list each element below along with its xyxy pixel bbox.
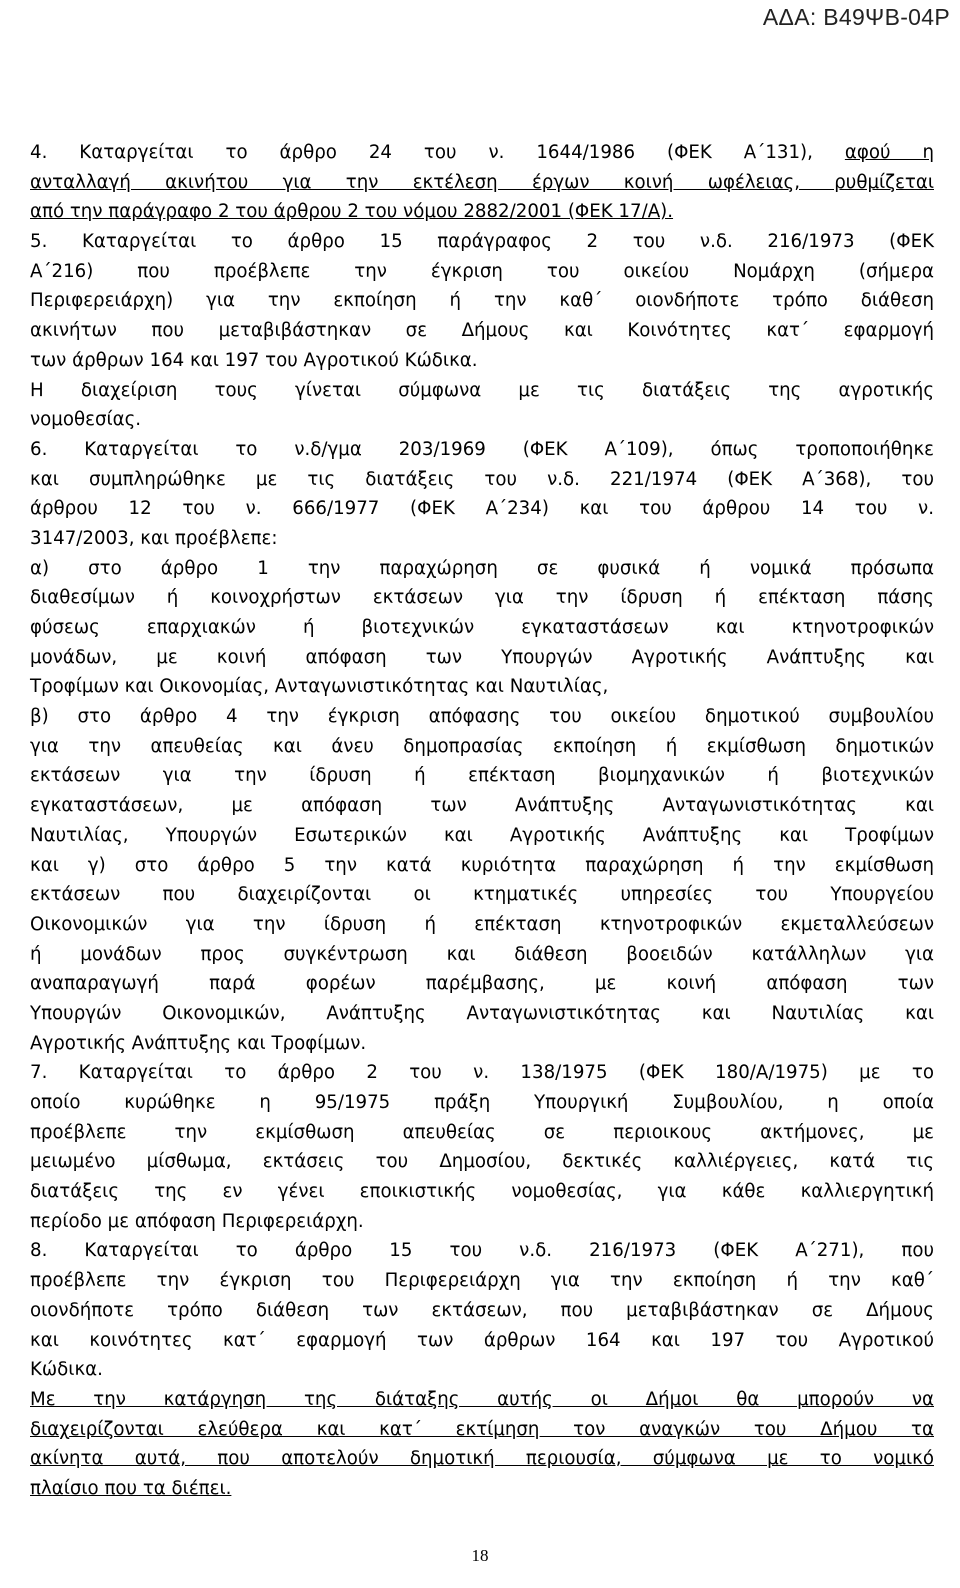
text-line xyxy=(30,1266,934,1296)
text-line xyxy=(30,494,934,524)
text-segment: προέβλεπε την έγκριση του Περιφερειάρχη για την εκποίηση ή την καθ΄ xyxy=(30,1270,934,1292)
text-line xyxy=(30,999,934,1029)
text-line xyxy=(30,376,934,406)
text-segment: Οικονομικών για την ίδρυση ή επέκταση κτηνοτροφικών εκμεταλλεύσεων xyxy=(30,913,934,935)
text-line xyxy=(30,821,934,851)
text-line xyxy=(30,1029,934,1059)
text-segment: νομοθεσίας. xyxy=(30,409,142,431)
text-line xyxy=(30,583,934,613)
text-segment: εγκαταστάσεων, με απόφαση των Ανάπτυξης Ανταγωνιστικότητας και xyxy=(30,795,934,817)
text-line xyxy=(30,732,934,762)
text-line xyxy=(30,435,934,465)
text-segment: Ναυτιλίας, Υπουργών Εσωτερικών και Αγροτικής Ανάπτυξης και Τροφίμων xyxy=(30,824,934,846)
text-segment: των άρθρων 164 και 197 του Αγροτικού Κώδικα. xyxy=(30,349,478,371)
text-segment: 4. Καταργείται το άρθρο 24 του ν. 1644/1986 (ΦΕΚ Α΄131), xyxy=(30,142,845,163)
text-segment: 7. Καταργείται το άρθρο 2 του ν. 138/1975 (ΦΕΚ 180/Α/1975) με το xyxy=(30,1062,934,1084)
text-segment: οποίο κυρώθηκε η 95/1975 πράξη Υπουργική Συμβουλίου, η οποία xyxy=(30,1092,934,1113)
text-line xyxy=(30,851,934,881)
text-line xyxy=(30,1326,934,1356)
text-segment: και συμπληρώθηκε με τις διατάξεις του ν.δ. 221/1974 (ΦΕΚ Α΄368), του xyxy=(30,468,934,490)
text-line xyxy=(30,1147,934,1177)
text-segment: για την απευθείας και άνευ δημοπρασίας εκποίηση ή εκμίσθωση δημοτικών xyxy=(30,735,934,757)
underlined-text-segment: ακίνητα αυτά, που αποτελούν δημοτική περιουσία, σύμφωνα με το νομικό xyxy=(30,1448,934,1470)
text-segment: άρθρου 12 του ν. 666/1977 (ΦΕΚ Α΄234) και του άρθρου 14 του ν. xyxy=(30,498,934,520)
text-segment: εκτάσεων για την ίδρυση ή επέκταση βιομηχανικών ή βιοτεχνικών xyxy=(30,765,934,787)
text-line xyxy=(30,761,934,791)
text-line xyxy=(30,1058,934,1088)
text-line xyxy=(30,168,934,198)
text-line xyxy=(30,702,934,732)
underlined-text-segment: ανταλλαγή ακινήτου για την εκτέλεση έργων κοινή ωφέλειας, ρυθμίζεται xyxy=(30,171,934,193)
text-line xyxy=(30,227,934,257)
text-line xyxy=(30,1355,934,1385)
text-line xyxy=(30,1474,934,1504)
underlined-text-segment: από την παράγραφο 2 του άρθρου 2 του νόμου 2882/2001 (ΦΕΚ 17/Α). xyxy=(30,201,674,223)
text-line xyxy=(30,465,934,495)
text-segment: οιονδήποτε τρόπο διάθεση των εκτάσεων, που μεταβιβάστηκαν σε Δήμους xyxy=(30,1299,934,1321)
text-segment: α) στο άρθρο 1 την παραχώρηση σε φυσικά ή νομικά πρόσωπα xyxy=(30,557,934,579)
page-number: 18 xyxy=(471,1546,489,1565)
text-segment: προέβλεπε την εκμίσθωση απευθείας σε περιοικους ακτήμονες, με xyxy=(30,1121,934,1143)
text-line xyxy=(30,672,934,702)
text-segment: 5. Καταργείται το άρθρο 15 παράγραφος 2 του ν.δ. 216/1973 (ΦΕΚ xyxy=(30,231,934,253)
text-segment: Η διαχείριση τους γίνεται σύμφωνα με τις διατάξεις της αγροτικής xyxy=(30,379,934,401)
text-segment: 3147/2003, και προέβλεπε: xyxy=(30,527,278,549)
text-segment: 6. Καταργείται το ν.δ/γμα 203/1969 (ΦΕΚ Α΄109), όπως τροποποιήθηκε xyxy=(30,438,934,460)
text-segment: διατάξεις της εν γένει εποικιστικής νομοθεσίας, για κάθε καλλιεργητική xyxy=(30,1181,934,1203)
text-line xyxy=(30,524,934,554)
text-segment: ή μονάδων προς συγκέντρωση και διάθεση βοοειδών κατάλληλων για xyxy=(30,943,934,965)
text-line xyxy=(30,1415,934,1445)
text-line xyxy=(30,405,934,435)
text-line xyxy=(30,316,934,346)
text-line xyxy=(30,940,934,970)
text-segment: εκτάσεων που διαχειρίζονται οι κτηματικές υπηρεσίες του Υπουργείου xyxy=(30,884,934,906)
text-line xyxy=(30,1207,934,1237)
text-segment: Κώδικα. xyxy=(30,1359,103,1381)
text-line xyxy=(30,1088,934,1118)
underlined-text-segment: Με την κατάργηση της διάταξης αυτής οι Δήμοι θα μπορούν να xyxy=(30,1388,934,1410)
text-segment: Υπουργών Οικονομικών, Ανάπτυξης Ανταγωνιστικότητας και Ναυτιλίας και xyxy=(30,1002,934,1024)
text-segment: φύσεως επαρχιακών ή βιοτεχνικών εγκαταστάσεων και κτηνοτροφικών xyxy=(30,617,934,638)
text-line xyxy=(30,643,934,673)
text-segment: Αγροτικής Ανάπτυξης και Τροφίμων. xyxy=(30,1032,367,1054)
text-segment: μειωμένο μίσθωμα, εκτάσεις του Δημοσίου, δεκτικές καλλιέργειες, κατά τις xyxy=(30,1151,934,1173)
text-segment: β) στο άρθρο 4 την έγκριση απόφασης του οικείου δημοτικού συμβουλίου xyxy=(30,706,934,728)
text-line xyxy=(30,880,934,910)
underlined-text-segment: διαχειρίζονται ελεύθερα και κατ΄ εκτίμηση τον αναγκών του Δήμου τα xyxy=(30,1418,934,1440)
text-segment: και κοινότητες κατ΄ εφαρμογή των άρθρων 164 και 197 του Αγροτικού xyxy=(30,1329,934,1351)
text-line xyxy=(30,554,934,584)
ada-code: ΑΔΑ: Β49ΨΒ-04Ρ xyxy=(762,4,950,30)
text-line xyxy=(30,1444,934,1474)
text-line xyxy=(30,1177,934,1207)
text-line xyxy=(30,286,934,316)
document-body xyxy=(30,138,934,1504)
text-line xyxy=(30,969,934,999)
text-line xyxy=(30,197,934,227)
text-line xyxy=(30,1118,934,1148)
text-line xyxy=(30,138,934,168)
text-line xyxy=(30,613,934,643)
text-line xyxy=(30,346,934,376)
text-segment: και γ) στο άρθρο 5 την κατά κυριότητα παραχώρηση ή την εκμίσθωση xyxy=(30,854,934,876)
text-segment: Τροφίμων και Οικονομίας, Ανταγωνιστικότητας και Ναυτιλίας, xyxy=(30,676,609,698)
text-segment: Α΄216) που προέβλεπε την έγκριση του οικείου Νομάρχη (σήμερα xyxy=(30,260,934,282)
underlined-text-segment: πλαίσιο που τα διέπει. xyxy=(30,1477,232,1499)
text-line xyxy=(30,1385,934,1415)
text-segment: 8. Καταργείται το άρθρο 15 του ν.δ. 216/1973 (ΦΕΚ Α΄271), που xyxy=(30,1240,934,1262)
text-segment: ακινήτων που μεταβιβάστηκαν σε Δήμους και Κοινότητες κατ΄ εφαρμογή xyxy=(30,320,934,342)
text-line xyxy=(30,1236,934,1266)
text-segment: αναπαραγωγή παρά φορέων παρέμβασης, με κοινή απόφαση των xyxy=(30,973,934,995)
text-segment: μονάδων, με κοινή απόφαση των Υπουργών Αγροτικής Ανάπτυξης και xyxy=(30,646,934,668)
text-segment: διαθεσίμων ή κοινοχρήστων εκτάσεων για την ίδρυση ή επέκταση πάσης xyxy=(30,587,934,609)
text-line xyxy=(30,791,934,821)
underlined-text-segment: αφού η xyxy=(844,142,934,163)
text-line xyxy=(30,257,934,287)
text-segment: περίοδο με απόφαση Περιφερειάρχη. xyxy=(30,1210,364,1232)
text-segment: Περιφερειάρχη) για την εκποίηση ή την καθ΄ οιονδήποτε τρόπο διάθεση xyxy=(30,290,934,312)
text-line xyxy=(30,1296,934,1326)
text-line xyxy=(30,910,934,940)
